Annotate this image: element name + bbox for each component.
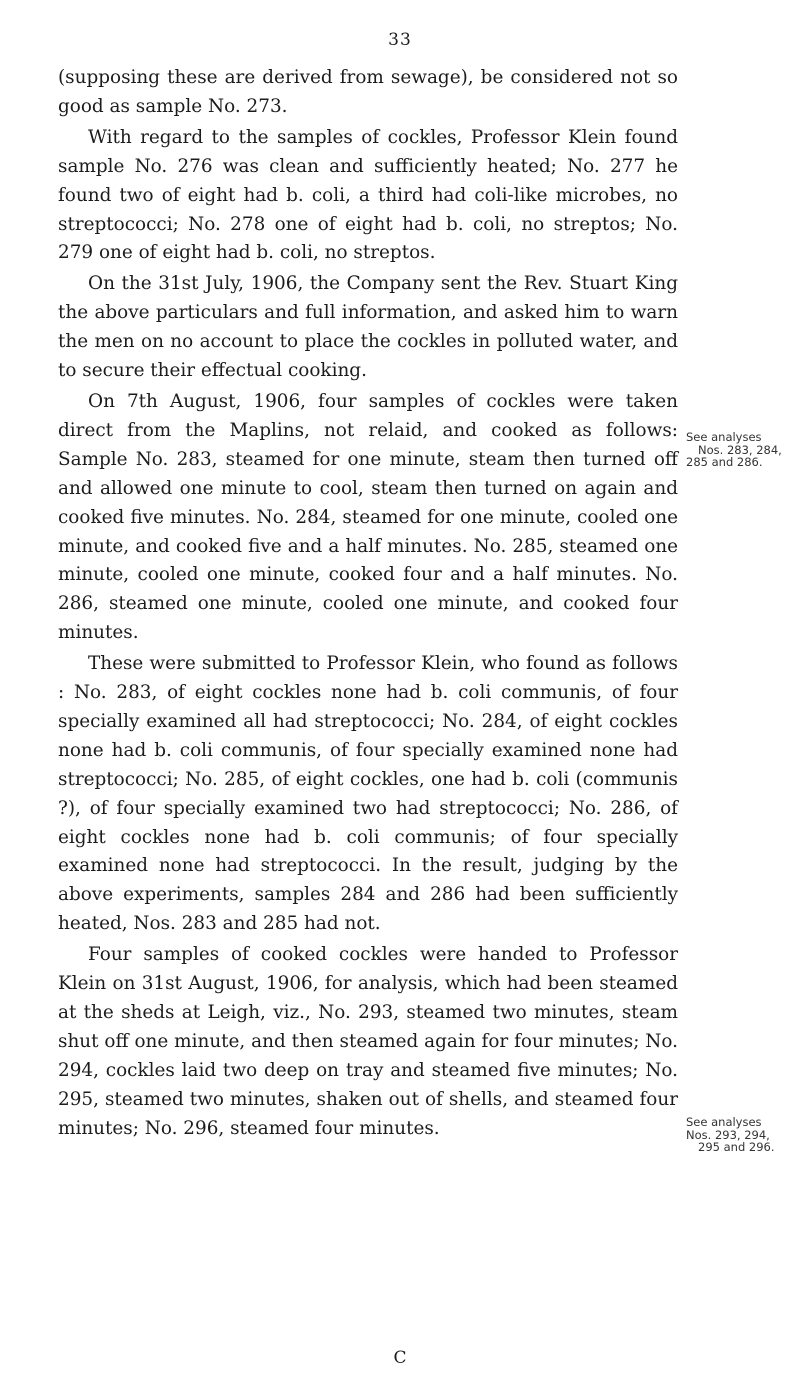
page-number: 33 xyxy=(388,30,412,50)
paragraph: With regard to the samples of cockles, Professor Klein found sample No. 276 was clean and sufficiently heated; No. 277 he found two of eight had b. coli, a third had coli-like microbes, no streptococci; No. 278 one of eight had b. coli, no streptos; No. 279 one of eight had b. coli, no streptos. xyxy=(58,126,678,264)
margin-note-line: Nos. 293, 294, xyxy=(686,1127,770,1142)
margin-note-line: See analyses xyxy=(686,1115,762,1129)
paragraph: On the 31st July, 1906, the Company sent the Rev. Stuart King the above particulars and full information, and asked him to warn the men on no account to place the cockles in polluted water, and to secure their effectual cooking. xyxy=(58,273,678,382)
paragraph: (supposing these are derived from sewage), be considered not so good as sample No. 273. xyxy=(58,67,678,117)
body-text xyxy=(58,64,678,1144)
margin-note xyxy=(686,431,794,469)
paragraph: On 7th August, 1906, four samples of cockles were taken direct from the Maplins, not relaid, and cooked as follows: Sample No. 283, steamed for one minute, steam then turned off and allowed one minute to cool, steam then turned on again and cooked five minutes. No. 284, steamed for one minute, cooled one minute, and cooked five and a half minutes. No. 285, steamed one minute, cooled one minute, cooked four and a half minutes. No. 286, steamed one minute, cooled one minute, and cooked four minutes. xyxy=(58,390,678,644)
margin-note-line: Nos. 283, 284, xyxy=(698,442,782,457)
margin-note-line: 295 and 296. xyxy=(698,1140,775,1154)
margin-note xyxy=(686,1116,794,1154)
signature-mark: C xyxy=(393,1348,407,1368)
margin-note-line: 285 and 286. xyxy=(686,455,763,469)
margin-note-line: See analyses xyxy=(686,430,762,444)
paragraph: These were submitted to Professor Klein, who found as follows : No. 283, of eight cockles none had b. coli communis, of four specially examined all had streptococci; No. 284, of eight cockles none had b. coli communis, of four specially examined none had streptococci; No. 285, of eight cockles, one had b. coli (communis ?), of four specially examined two had streptococci; No. 286, of eight cockles none had b. coli communis; of four specially examined none had streptococci. In the result, judging by the above experiments, samples 284 and 286 had been sufficiently heated, Nos. 283 and 285 had not. xyxy=(58,653,678,935)
paragraph: Four samples of cooked cockles were handed to Professor Klein on 31st August, 1906, for analysis, which had been steamed at the sheds at Leigh, viz., No. 293, steamed two minutes, steam shut off one minute, and then steamed again for four minutes; No. 294, cockles laid two deep on tray and steamed five minutes; No. 295, steamed two minutes, shaken out of shells, and steamed four minutes; No. 296, steamed four minutes. xyxy=(58,944,678,1139)
